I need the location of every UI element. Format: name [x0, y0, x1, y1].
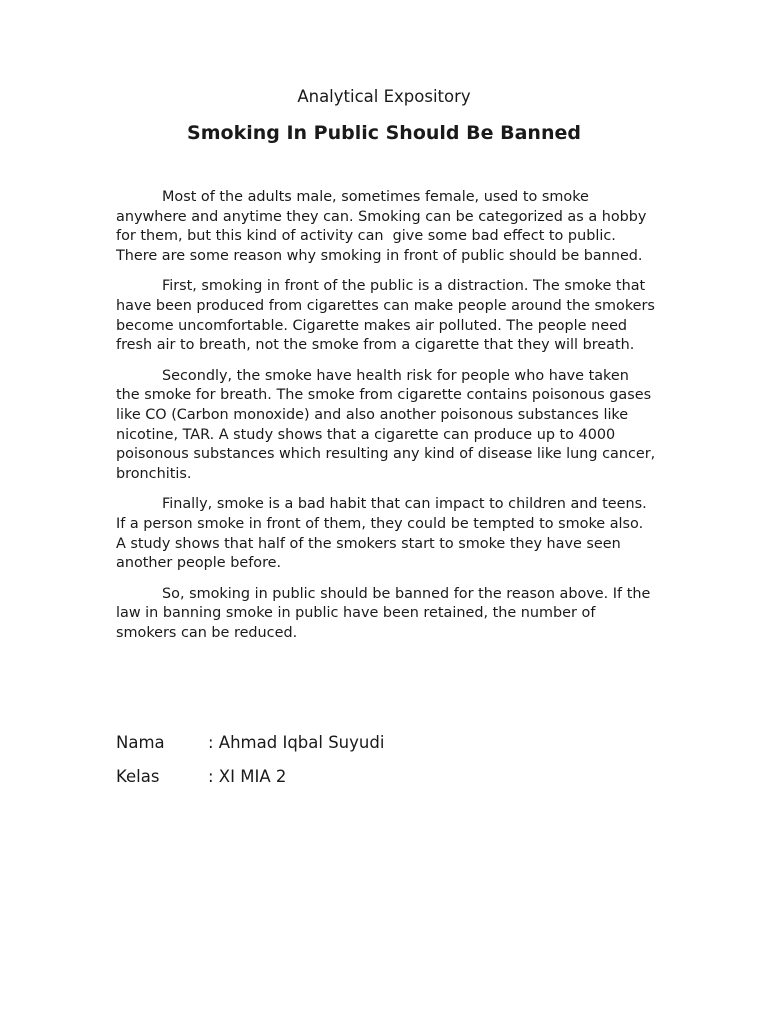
document-body [116, 188, 660, 654]
document-type-heading: Analytical Expository [297, 87, 471, 106]
author-name-label: Nama [116, 733, 165, 752]
paragraph-conclusion: So, smoking in public should be banned for the reason above. If the law in banning smoke in public have been retained, the number of smokers can be reduced. [116, 585, 655, 641]
paragraph-second-argument: Secondly, the smoke have health risk for people who have taken the smoke for breath. The smoke from cigarette contains poisonous gases like CO (Carbon monoxide) and also another poisonous substances like nicotine, TAR. A study shows that a cigarette can produce up to 4000 poisonous substances which resulting any kind of disease like lung cancer, bronchitis. [116, 367, 660, 482]
paragraph-third-argument: Finally, smoke is a bad habit that can impact to children and teens. If a person smoke in front of them, they could be tempted to smoke also. A study shows that half of the smokers start to smoke they have seen another people before. [116, 496, 652, 572]
document-title: Smoking In Public Should Be Banned [187, 122, 581, 144]
author-name-value: : Ahmad Iqbal Suyudi [208, 733, 385, 752]
author-info [116, 731, 656, 798]
author-class-label: Kelas [116, 766, 160, 786]
author-name-row [116, 731, 656, 755]
paragraph-first-argument: First, smoking in front of the public is a distraction. The smoke that have been produced from cigarettes can make people around the smokers become uncomfortable. Cigarette makes air polluted. The people need fresh air to breath, not the smoke from a cigarette that they will breath. [116, 278, 660, 354]
author-class-row [116, 765, 656, 789]
author-class-value: : XI MIA 2 [208, 766, 287, 786]
paragraph-intro: Most of the adults male, sometimes female, used to smoke anywhere and anytime they can. Smoking can be categorized as a hobby for them, but this kind of activity can give some bad effect to public. There are some reason why smoking in front of public should be banned. [116, 189, 652, 264]
